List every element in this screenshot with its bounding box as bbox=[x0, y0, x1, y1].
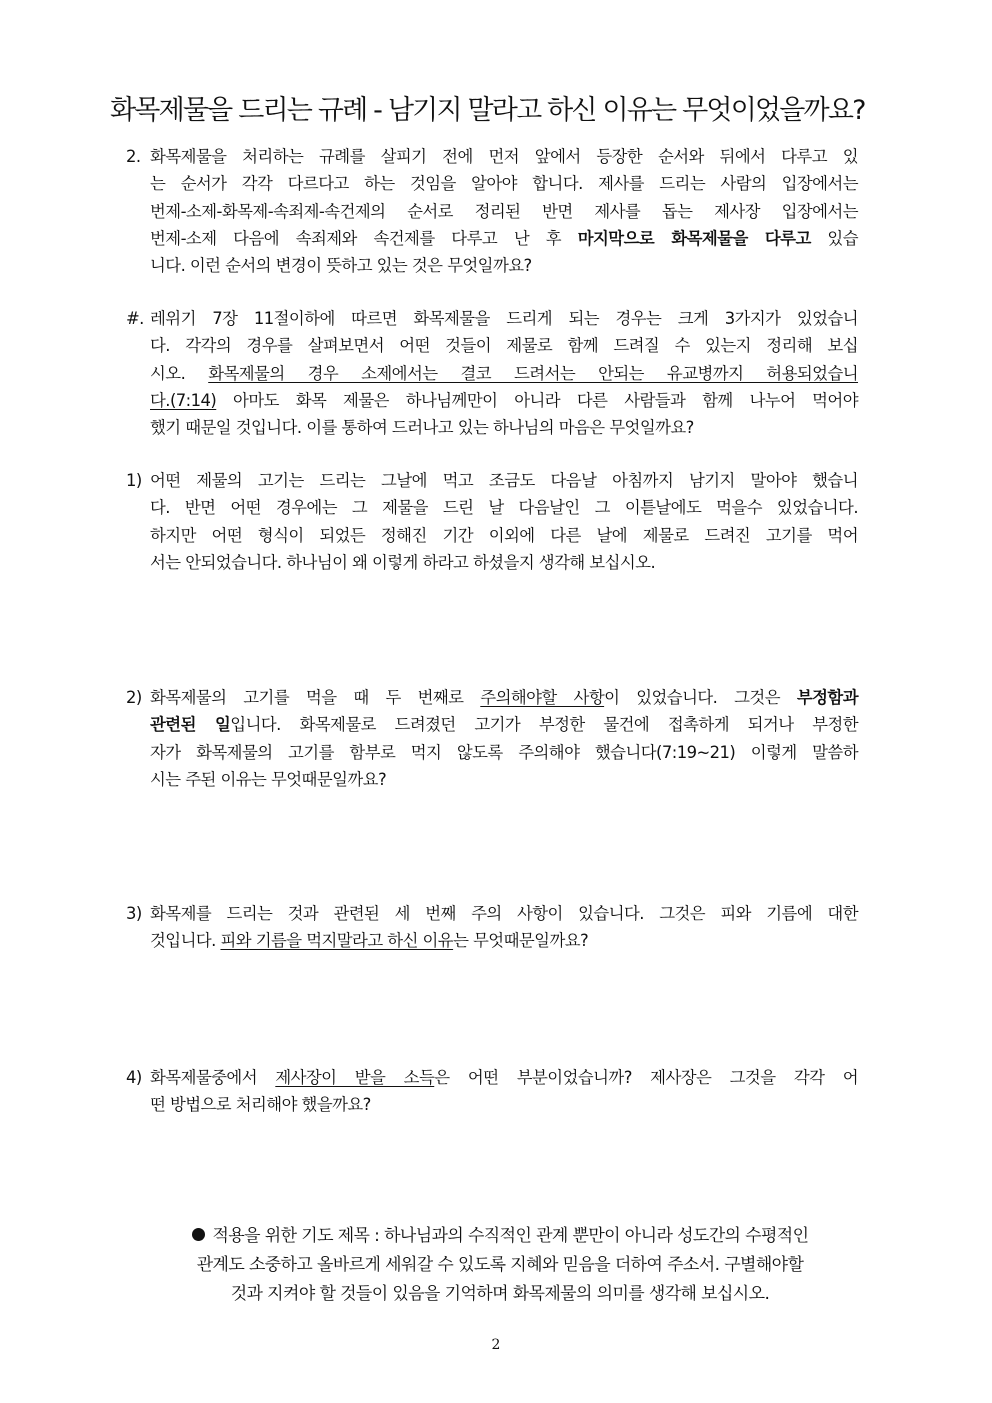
underlined-text: 주의해야할 사항 bbox=[480, 688, 605, 707]
text-segment: 는 무엇때문일까요? bbox=[453, 931, 589, 951]
text-line: 관계도 소중하고 올바르게 세워갈 수 있도록 지혜와 믿음을 더하여 주소서. 구별해야할 bbox=[196, 1255, 804, 1275]
question-4 bbox=[126, 1064, 858, 1119]
text-line: 어떤 제물의 고기는 드리는 그날에 먹고 조금도 다음날 아침까지 남기지 말아야 했습니 bbox=[150, 471, 858, 490]
text-line: 다. 반면 어떤 경우에는 그 제물을 드린 날 다음날인 그 이튿날에도 먹을수 있었습니다. bbox=[150, 498, 858, 518]
underlined-text: 화목제물의 경우 소제에서는 결코 드려서는 안되는 유교병까지 허용되었습니 bbox=[208, 363, 859, 383]
text-segment: 이 있었습니다. 그것은 bbox=[604, 688, 797, 707]
underlined-text: 다.(7:14) bbox=[150, 390, 217, 410]
question-2 bbox=[126, 684, 858, 793]
text-line: 자가 화목제물의 고기를 함부로 먹지 않도록 주의해야 했습니다(7:19~21) 이렇게 말씀하 bbox=[150, 742, 858, 762]
text-line: 레위기 7장 11절이하에 따르면 화목제물을 드리게 되는 경우는 크게 3가지가 있었습니 bbox=[150, 309, 858, 328]
underlined-text: 피와 기름을 먹지말라고 하신 이유 bbox=[220, 931, 454, 951]
text-line: 하지만 어떤 형식이 되었든 정해진 기간 이외에 다른 날에 제물로 드려진 고기를 먹어 bbox=[150, 525, 858, 545]
text-line: 니다. 이런 순서의 변경이 뜻하고 있는 것은 무엇일까요? bbox=[150, 256, 532, 276]
item-number: 2. bbox=[126, 147, 141, 166]
text-line bbox=[126, 387, 858, 414]
text-segment: 입니다. 화목제물로 드려졌던 고기가 부정한 물건에 접촉하게 되거나 부정한 bbox=[230, 715, 858, 735]
text-line: 화목제물을 처리하는 규례를 살피기 전에 먼저 앞에서 등장한 순서와 뒤에서 다루고 있 bbox=[150, 147, 858, 166]
text-line bbox=[126, 360, 858, 387]
text-line bbox=[126, 711, 858, 738]
prayer-topic bbox=[140, 1222, 860, 1309]
text-line: 는 순서가 각각 다르다고 하는 것임을 알아야 합니다. 제사를 드리는 사람의 입장에서는 bbox=[150, 174, 858, 194]
text-segment: 번제-소제 다음에 속죄제와 속건제를 다루고 난 후 bbox=[150, 228, 578, 248]
item-number: 4) bbox=[126, 1068, 142, 1087]
text-line bbox=[126, 225, 858, 252]
page-number: 2 bbox=[491, 1337, 501, 1353]
question-1 bbox=[126, 467, 858, 576]
text-line: 시는 주된 이유는 무엇때문일까요? bbox=[150, 769, 387, 789]
section-2-paragraph bbox=[126, 143, 858, 279]
text-segment: 아마도 화목 제물은 하나님께만이 아니라 다른 사람들과 함께 나누어 먹어야 bbox=[216, 390, 858, 410]
emphasis-text: 부정함과 bbox=[796, 688, 858, 707]
emphasis-text: 관련된 일 bbox=[150, 715, 231, 735]
text-line: 떤 방법으로 처리해야 했을까요? bbox=[150, 1095, 371, 1115]
emphasis-text: 마지막으로 화목제물을 다루고 bbox=[577, 228, 811, 248]
underlined-text: 제사장이 받을 소득 bbox=[275, 1068, 435, 1087]
text-segment: 화목제물중에서 bbox=[150, 1068, 276, 1087]
text-line: 화목제를 드리는 것과 관련된 세 번째 주의 사항이 있습니다. 그것은 피와 기름에 대한 bbox=[150, 904, 858, 923]
item-number: 3) bbox=[126, 904, 142, 923]
page-title: 화목제물을 드리는 규례 - 남기지 말라고 하신 이유는 무엇이었을까요? bbox=[110, 95, 865, 126]
text-line bbox=[126, 684, 858, 711]
text-line: 다. 각각의 경우를 살펴보면서 어떤 것들이 제물로 함께 드려질 수 있는지 정리해 보십 bbox=[150, 336, 858, 356]
text-segment: 있습 bbox=[810, 228, 859, 248]
text-segment: 적용을 위한 기도 제목 : 하나님과의 수직적인 관계 뿐만이 아니라 성도간의 수평적인 bbox=[212, 1226, 809, 1246]
text-line: 서는 안되었습니다. 하나님이 왜 이렇게 하라고 하셨을지 생각해 보십시오. bbox=[150, 552, 656, 572]
text-line: 것과 지켜야 할 것들이 있음을 기억하며 화목제물의 의미를 생각해 보십시오. bbox=[230, 1284, 770, 1304]
item-number: #. bbox=[126, 309, 144, 328]
text-segment: 것입니다. bbox=[150, 931, 221, 951]
text-line bbox=[140, 1222, 860, 1251]
text-line: 번제-소제-화목제-속죄제-속건제의 순서로 정리된 반면 제사를 돕는 제사장 입장에서는 bbox=[150, 201, 858, 221]
question-3 bbox=[126, 900, 858, 955]
text-line bbox=[126, 927, 858, 954]
text-segment: 시오. bbox=[150, 363, 209, 383]
text-segment: 화목제물의 고기를 먹을 때 두 번째로 bbox=[150, 688, 481, 707]
text-line: 했기 때문일 것입니다. 이를 통하여 드러나고 있는 하나님의 마음은 무엇일까요? bbox=[150, 418, 694, 438]
text-line bbox=[126, 1064, 858, 1091]
item-number: 1) bbox=[126, 471, 142, 490]
text-segment: 은 어떤 부분이었습니까? 제사장은 그것을 각각 어 bbox=[434, 1068, 858, 1087]
hash-paragraph bbox=[126, 305, 858, 441]
bullet-icon bbox=[192, 1228, 205, 1241]
item-number: 2) bbox=[126, 688, 142, 707]
